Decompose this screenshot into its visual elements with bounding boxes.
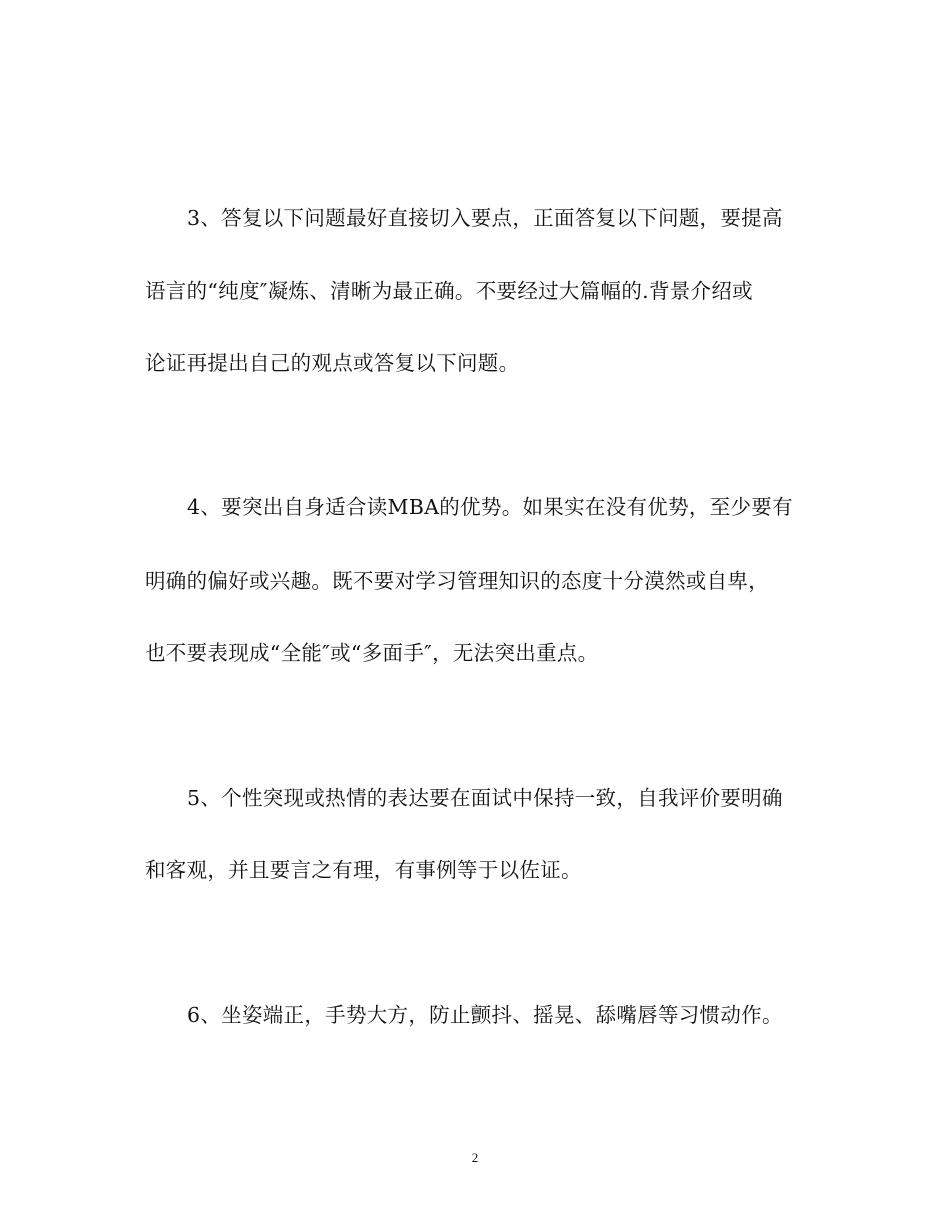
paragraph-3-line-2: 语言的“纯度″凝炼、清晰为最正确。不要经过大篇幅的.背景介绍或 [145,279,753,303]
page-number: 2 [471,1150,479,1165]
paragraph-4-line-3: 也不要表现成“全能″或“多面手″，无法突出重点。 [145,641,599,665]
paragraph-4-line-1: 4、要突出自身适合读MBA的优势。如果实在没有优势，至少要有 [187,495,793,519]
paragraph-4-line-2: 明确的偏好或兴趣。既不要对学习管理知识的态度十分漠然或自卑， [145,569,769,593]
paragraph-5-line-1: 5、个性突现或热情的表达要在面试中保持一致，自我评价要明确 [187,786,783,810]
paragraph-3-line-3: 论证再提出自己的观点或答复以下问题。 [145,351,520,375]
paragraph-5-line-2: 和客观，并且要言之有理，有事例等于以佐证。 [145,858,582,882]
paragraph-3-line-1: 3、答复以下问题最好直接切入要点，正面答复以下问题，要提高 [187,206,783,230]
paragraph-6-line-1: 6、坐姿端正，手势大方，防止颤抖、摇晃、舔嘴唇等习惯动作。 [187,1003,783,1027]
